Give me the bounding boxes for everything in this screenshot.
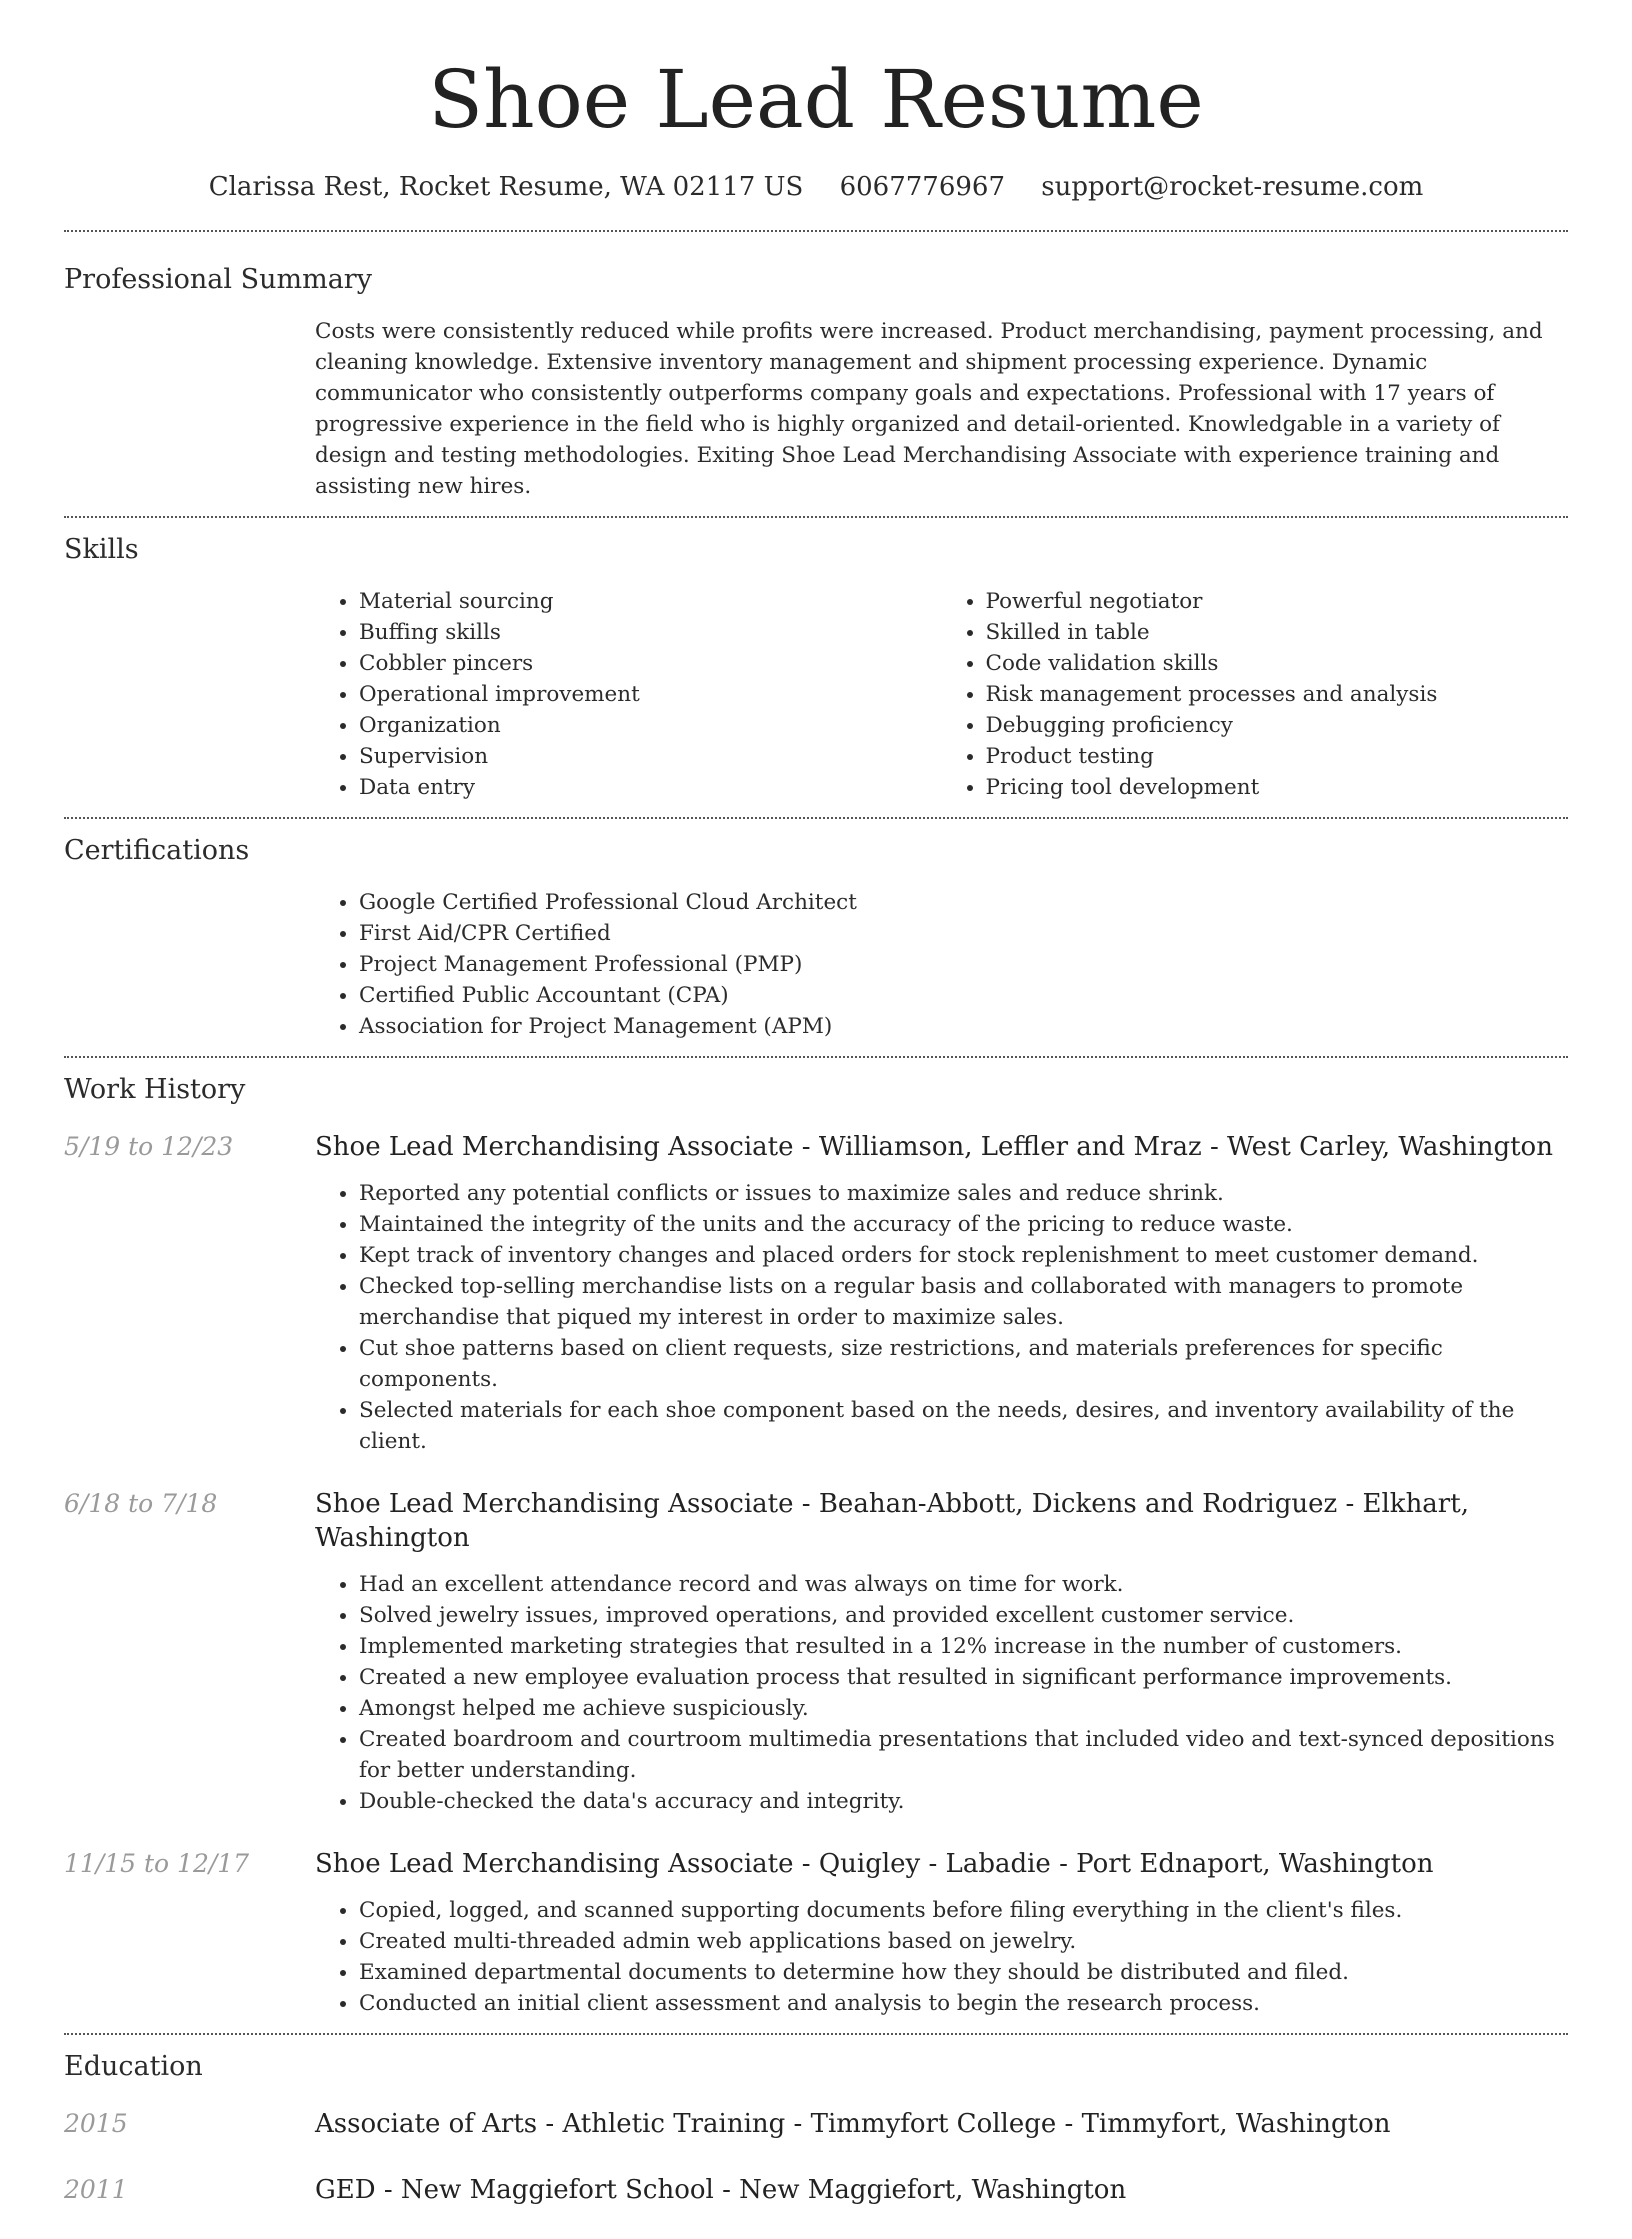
job-bullet: • Cut shoe patterns based on client requests, size restrictions, and materials preferences for specific components. [359, 1333, 1568, 1395]
job-entry [64, 1847, 1568, 2019]
skill-item: • Supervision [359, 741, 942, 772]
job-dates: 5/19 to 12/23 [64, 1132, 234, 1161]
work-section [64, 1058, 1568, 2019]
job-bullet: • Amongst helped me achieve suspiciously. [359, 1693, 1568, 1724]
skills-columns [315, 578, 1568, 817]
education-entry [64, 2173, 1568, 2239]
certification-item: • Google Certified Professional Cloud Architect [359, 887, 1568, 918]
job-bullet: • Checked top-selling merchandise lists on a regular basis and collaborated with managers to promote merchandise that piqued my interest in order to maximize sales. [359, 1271, 1568, 1333]
section-heading-certifications: Certifications [64, 835, 250, 866]
job-bullet: • Created boardroom and courtroom multimedia presentations that included video and text-synced depositions for better understanding. [359, 1724, 1568, 1786]
job-bullet: • Solved jewelry issues, improved operations, and provided excellent customer service. [359, 1600, 1568, 1631]
job-dates: 6/18 to 7/18 [64, 1489, 218, 1518]
skill-item: • Risk management processes and analysis [986, 679, 1569, 710]
job-bullet: • Kept track of inventory changes and placed orders for stock replenishment to meet customer demand. [359, 1240, 1568, 1271]
job-bullets [315, 1178, 1568, 1457]
job-bullet: • Examined departmental documents to determine how they should be distributed and filed. [359, 1957, 1568, 1988]
job-entry [64, 1130, 1568, 1457]
job-bullet: • Copied, logged, and scanned supporting documents before filing everything in the client's files. [359, 1895, 1568, 1926]
job-bullets [315, 1569, 1568, 1817]
education-container [64, 2095, 1568, 2239]
education-title: GED - New Maggiefort School - New Maggiefort, Washington [315, 2175, 1127, 2205]
job-title: Shoe Lead Merchandising Associate - Quigley - Labadie - Port Ednaport, Washington [315, 1849, 1434, 1879]
contact-phone: 6067776967 [839, 172, 1006, 202]
skill-item: • Skilled in table [986, 617, 1569, 648]
certification-item: • Project Management Professional (PMP) [359, 949, 1568, 980]
job-bullet: • Implemented marketing strategies that resulted in a 12% increase in the number of customers. [359, 1631, 1568, 1662]
education-date: 2015 [64, 2109, 128, 2138]
contact-address: Clarissa Rest, Rocket Resume, WA 02117 US [208, 172, 804, 202]
jobs-container [64, 1118, 1568, 2019]
certifications-body [315, 879, 1568, 1056]
skill-item: • Code validation skills [986, 648, 1569, 679]
skill-item: • Powerful negotiator [986, 586, 1569, 617]
skill-item: • Debugging proficiency [986, 710, 1569, 741]
education-section [64, 2035, 1568, 2239]
resume-title: Shoe Lead Resume [428, 53, 1204, 146]
section-heading-skills: Skills [64, 534, 139, 565]
skill-item: • Pricing tool development [986, 772, 1569, 803]
job-bullet: • Created a new employee evaluation process that resulted in significant performance improvements. [359, 1662, 1568, 1693]
certifications-section [64, 819, 1568, 1056]
skill-item: • Data entry [359, 772, 942, 803]
section-heading-education: Education [64, 2051, 203, 2082]
skills-list-left [315, 586, 942, 803]
summary-text: Costs were consistently reduced while profits were increased. Product merchandising, payment processing, and cleaning knowledge. Extensive inventory management and shipment processing experience. Dynamic communicator who consistently outperforms company goals and expectations. Professional with 17 years of progressive experience in the field who is highly organized and detail-oriented. Knowledgable in a variety of design and testing methodologies. Exiting Shoe Lead Merchandising Associate with experience training and assisting new hires. [315, 319, 1543, 499]
section-heading-summary: Professional Summary [64, 264, 372, 295]
section-heading-work: Work History [64, 1074, 246, 1105]
education-title: Associate of Arts - Athletic Training - Timmyfort College - Timmyfort, Washington [315, 2109, 1391, 2139]
job-bullets [315, 1895, 1568, 2019]
contact-email: support@rocket-resume.com [1041, 172, 1424, 202]
certifications-list [315, 887, 1568, 1042]
job-bullet: • Maintained the integrity of the units and the accuracy of the pricing to reduce waste. [359, 1209, 1568, 1240]
skill-item: • Organization [359, 710, 942, 741]
job-bullet: • Had an excellent attendance record and was always on time for work. [359, 1569, 1568, 1600]
job-bullet: • Double-checked the data's accuracy and integrity. [359, 1786, 1568, 1817]
resume-page [64, 0, 1568, 2239]
summary-section [64, 232, 1568, 516]
contact-line [64, 170, 1568, 204]
job-title: Shoe Lead Merchandising Associate - Williamson, Leffler and Mraz - West Carley, Washington [315, 1132, 1553, 1162]
education-date: 2011 [64, 2175, 128, 2204]
job-dates: 11/15 to 12/17 [64, 1849, 250, 1878]
job-bullet: • Conducted an initial client assessment and analysis to begin the research process. [359, 1988, 1568, 2019]
certification-item: • First Aid/CPR Certified [359, 918, 1568, 949]
certification-item: • Association for Project Management (APM) [359, 1011, 1568, 1042]
job-title: Shoe Lead Merchandising Associate - Beahan-Abbott, Dickens and Rodriguez - Elkhart, Washington [315, 1489, 1469, 1553]
certification-item: • Certified Public Accountant (CPA) [359, 980, 1568, 1011]
education-entry [64, 2107, 1568, 2173]
job-bullet: • Reported any potential conflicts or issues to maximize sales and reduce shrink. [359, 1178, 1568, 1209]
skills-section [64, 518, 1568, 817]
skill-item: • Material sourcing [359, 586, 942, 617]
skills-list-right [942, 586, 1569, 803]
skill-item: • Buffing skills [359, 617, 942, 648]
job-bullet: • Created multi-threaded admin web applications based on jewelry. [359, 1926, 1568, 1957]
job-entry [64, 1487, 1568, 1817]
skill-item: • Product testing [986, 741, 1569, 772]
job-bullet: • Selected materials for each shoe component based on the needs, desires, and inventory availability of the client. [359, 1395, 1568, 1457]
skill-item: • Cobbler pincers [359, 648, 942, 679]
skill-item: • Operational improvement [359, 679, 942, 710]
